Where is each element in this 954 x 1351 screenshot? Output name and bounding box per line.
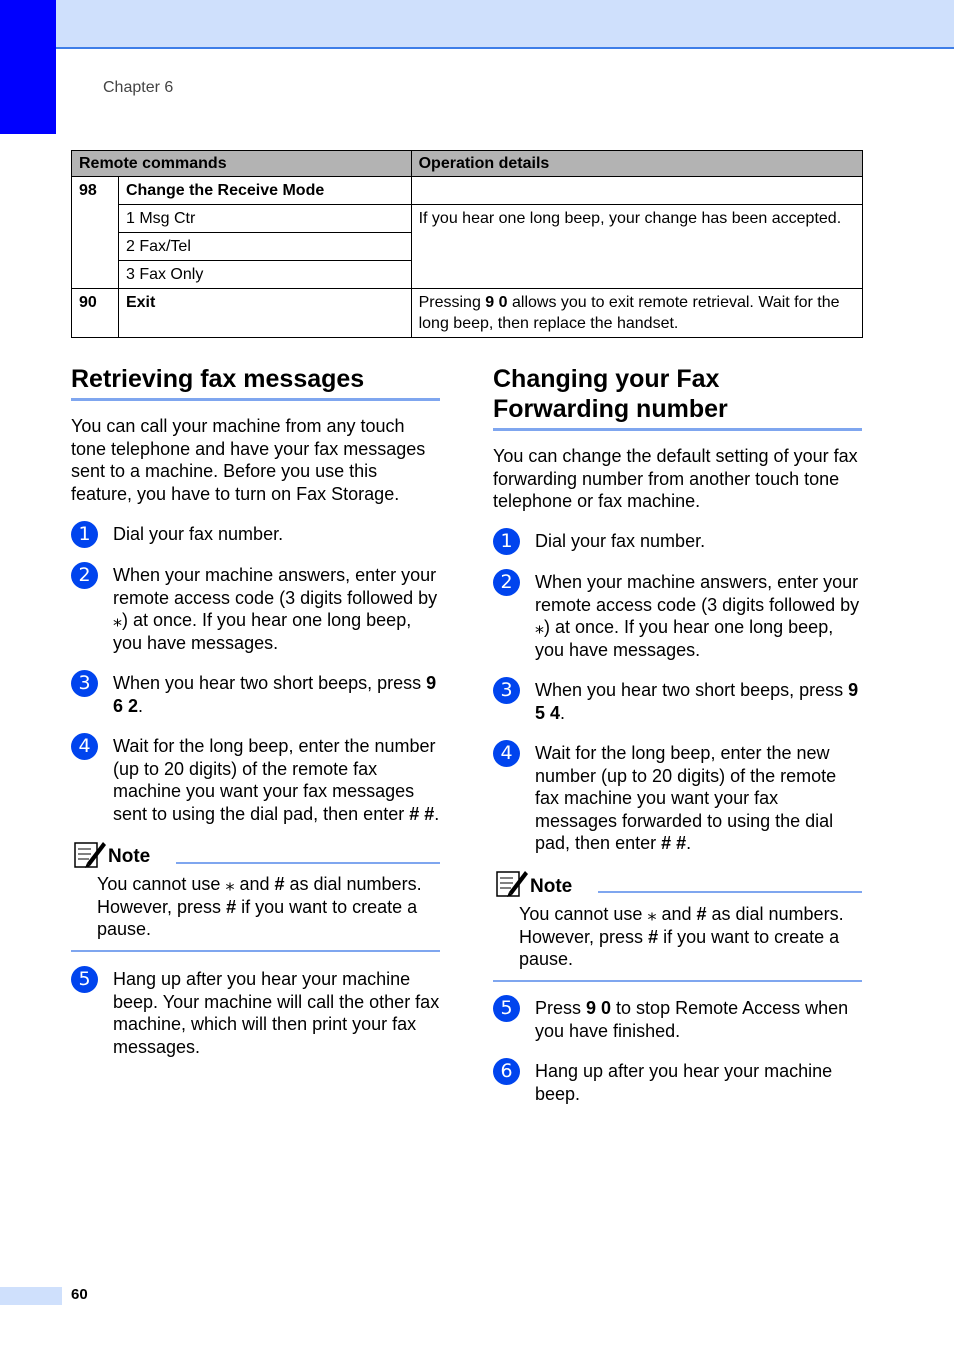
step-4 [500,742,863,855]
header-remote-commands: Remote commands [72,151,412,177]
step-4 [78,735,443,825]
note-text: if you want to create a pause. [519,926,840,969]
note-text: You cannot use ⁎ and [519,904,697,924]
detail-text: Pressing [418,294,486,311]
step-1 [78,523,443,546]
detail-text: allows you to exit remote retrieval. Wait for the long beep, then replace the handset. [418,294,840,332]
step-number-badge: 5 [71,966,98,993]
step-text: When your machine answers, enter your remote access code (3 digits followed by ⁎) at once. If you hear one long beep, you have messages. [113,565,438,653]
empty-cell [411,177,862,205]
key-sequence: # # [409,803,435,824]
key-sequence: 9 5 4 [535,680,859,723]
key-sequence: 9 0 [586,998,612,1018]
chapter-label: Chapter 6 [103,79,174,96]
detail-key: 9 0 [485,294,508,311]
section-title-retrieving: Retrieving fax messages [71,365,365,393]
section-title-forwarding [493,364,728,424]
step-3 [78,672,443,717]
note-key: # [648,926,659,947]
operation-detail [411,289,862,338]
step-number-badge: 4 [71,733,98,760]
key-sequence: 9 6 2 [113,673,437,716]
step-number-badge: 6 [493,1058,520,1085]
step-number-badge: 1 [71,521,98,548]
step-text: Dial your fax number. [535,531,706,551]
section-rule [71,398,440,401]
step-1 [500,530,863,553]
note-text: as dial numbers. However, press [97,874,422,917]
command-title: Change the Receive Mode [118,177,411,205]
step-text: . [560,702,566,723]
note-pencil-icon [495,868,529,898]
note-key: # [274,874,285,894]
step-text: Wait for the long beep, enter the new number (up to 20 digits) of the remote fax machine you want your fax messages forwarded to using the dial pad, then enter [535,743,837,853]
command-code: 98 [72,177,119,289]
note-text: You cannot use ⁎ and [97,874,275,894]
note-rule-bottom [493,980,862,982]
note-key: # [226,896,237,917]
option-cell: 1 Msg Ctr [118,205,411,233]
step-number-badge: 1 [493,528,520,555]
header-operation-details: Operation details [411,151,862,177]
step-number-badge: 2 [493,569,520,596]
command-code: 90 [72,289,119,338]
footer-band [0,1287,62,1305]
step-3 [500,679,863,724]
step-text: Hang up after you hear your machine beep. Your machine will call the other fax machine, which will then print your fax messages. [113,969,440,1057]
step-2 [500,571,863,661]
section-intro: You can call your machine from any touch tone telephone and have your fax messages sent to a machine. Before you use this feature, you have to turn on Fax Storage. [71,416,426,504]
step-text: When your machine answers, enter your remote access code (3 digits followed by ⁎) at once. If you hear one long beep, you have messages. [535,572,860,660]
step-text: . [138,695,144,716]
section-intro: You can change the default setting of your fax forwarding number from another touch tone telephone or fax machine. [493,446,858,511]
step-number-badge: 5 [493,995,520,1022]
step-number-badge: 4 [493,740,520,767]
title-line: Changing your Fax [493,365,720,393]
key-sequence: # # [661,833,687,853]
step-text: Dial your fax number. [113,524,284,544]
step-number-badge: 3 [493,677,520,704]
table-header-row [72,151,863,177]
note-text: if you want to create a pause. [97,896,418,939]
step-2 [78,564,443,654]
note-key: # [696,904,707,924]
note-body [97,873,442,941]
operation-detail: If you hear one long beep, your change has been accepted. [411,205,862,289]
table-row [72,205,863,233]
table-row [72,289,863,338]
step-number-badge: 3 [71,670,98,697]
option-cell: 2 Fax/Tel [118,233,411,261]
step-text: Wait for the long beep, enter the number (up to 20 digits) of the remote fax machine you want your fax messages sent to using the dial pad, then enter [113,736,436,824]
step-text: Hang up after you hear your machine beep. [535,1061,833,1104]
note-rule-bottom [71,950,440,952]
note-pencil-icon [73,839,107,869]
header-band [0,0,954,49]
note-text: as dial numbers. However, press [519,904,844,947]
step-number-badge: 2 [71,562,98,589]
section-rule [493,428,862,431]
option-cell: 3 Fax Only [118,261,411,289]
step-text: When you hear two short beeps, press [535,680,849,700]
step-5 [500,997,863,1042]
command-title: Exit [118,289,411,338]
chapter-tab-marker [0,0,56,134]
title-line: Forwarding number [493,395,728,423]
step-text: . [434,803,440,824]
step-6 [500,1060,863,1105]
step-text: When you hear two short beeps, press [113,673,427,693]
note-body [519,903,864,971]
note-label: Note [108,846,151,867]
note-label: Note [530,876,573,897]
table-row [72,177,863,205]
step-text: . [686,833,692,853]
note-rule-top [176,862,440,864]
note-rule-top [598,891,862,893]
remote-commands-table [71,150,863,338]
page-number: 60 [71,1286,88,1303]
step-text: to stop Remote Access when you have finished. [535,998,849,1041]
step-text: Press [535,998,587,1018]
step-5 [78,968,443,1058]
